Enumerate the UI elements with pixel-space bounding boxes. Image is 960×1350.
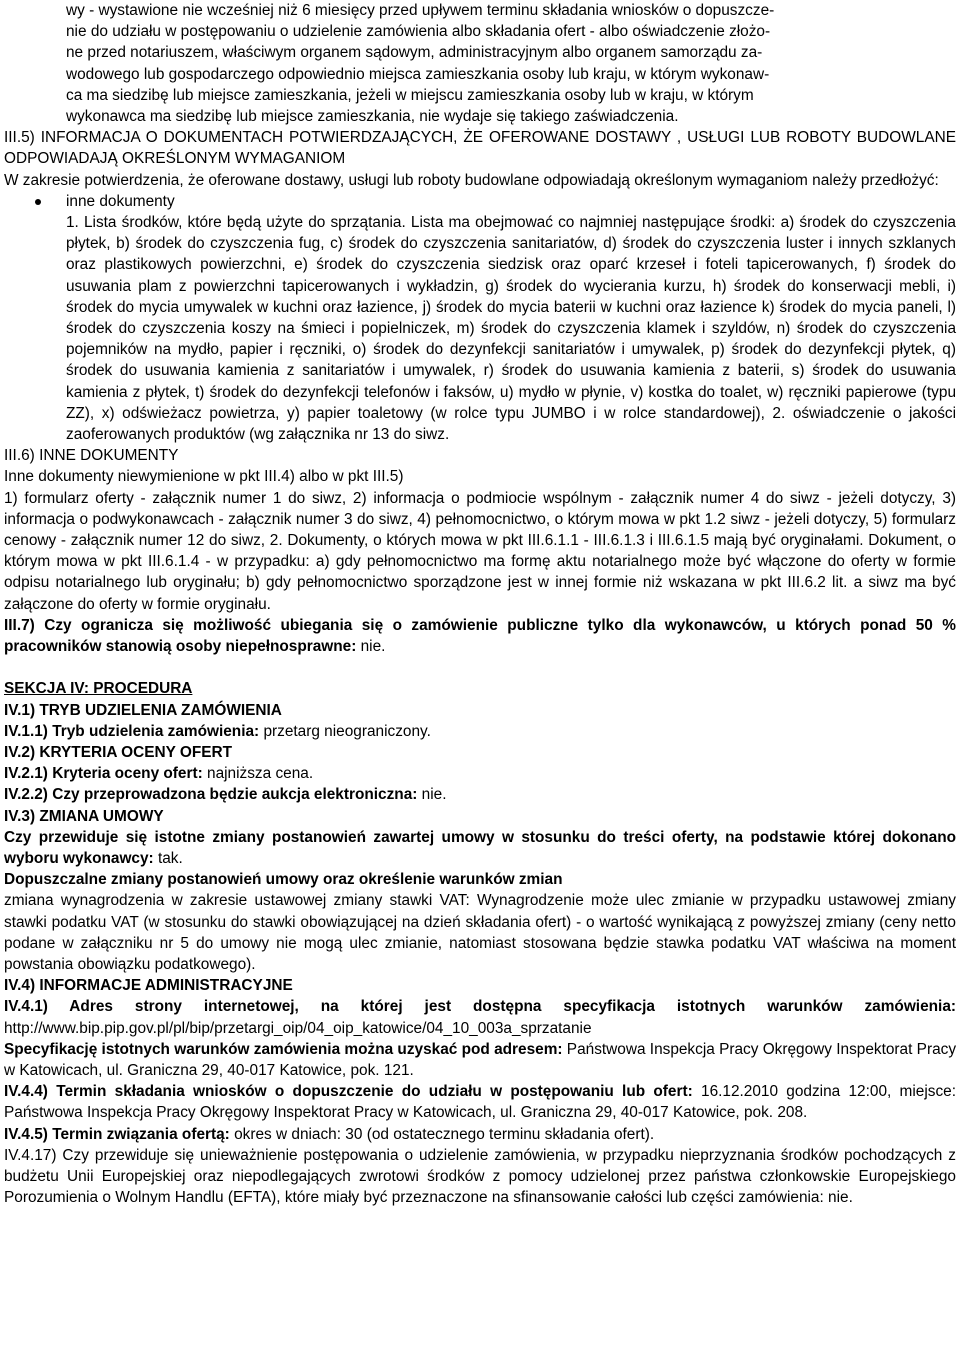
question-label: III.7) Czy ogranicza się możliwość ubiegania się o zamówienie publiczne tylko dla wykonawców, u których ponad 50 % pracowników stanowią osoby niepełnosprawne: xyxy=(4,616,956,656)
text-line: wykonawca ma siedzibę lub miejsce zamieszkania, nie wydaje się takiego zaświadczenia. xyxy=(66,108,679,126)
field-iv-1-1 xyxy=(4,721,956,742)
question-iii-7 xyxy=(4,615,956,657)
field-iv-4-4 xyxy=(4,1081,956,1123)
text-line: wy - wystawione nie wcześniej niż 6 miesięcy przed upływem terminu składania wniosków o dopuszcze- xyxy=(66,2,775,19)
field-label: IV.2.2) Czy przeprowadzona będzie aukcja elektroniczna: xyxy=(4,786,418,804)
bullet-text: inne dokumenty xyxy=(66,192,175,210)
field-label: IV.4.5) Termin związania ofertą: xyxy=(4,1125,230,1143)
field-iv-2-1 xyxy=(4,763,956,784)
text-line: ne przed notariuszem, właściwym organem sądowym, administracyjnym albo organem samorządu za- xyxy=(66,44,763,62)
field-value: Państwowa Inspekcja Pracy Okręgowy Inspektorat Pracy w Katowicach, ul. Graniczna 29, 40-017 Katowice, pok. 121. xyxy=(4,1040,957,1079)
text-line: wodowego lub gospodarczego odpowiednio miejsca zamieszkania osoby lub kraju, w którym wykonaw- xyxy=(66,65,770,83)
cleaning-agents-list: 1. Lista środków, które będą użyte do sprzątania. Lista ma obejmować co najmniej następujące środki: a) środek do czyszczenia płytek, b) środek do czyszczenia fug, c) środek do czyszczenia sanitariatów, d) środek do czyszczenia luster i innych szklanych oraz plastikowych powierzchni, e) środek do czyszczenia siedzisk oraz oparć krzeseł i foteli tapicerowanych, f) środek do usuwania plam z powierzchni tapicerowanych i wykładzin, g) środek do wycierania kurzu, h) środek do konserwacji mebli, i) środek do mycia umywalek w kuchni oraz łazience, j) środek do mycia baterii w kuchni oraz łazience k) środek do mycia paneli, l) środek do czyszczenia koszy na śmieci i popielniczek, m) środek do czyszczenia klamek i szyldów, n) środek do czyszczenia pojemników na mydło, papier i ręczniki, o) środek do dezynfekcji sanitariatów i umywalek, p) środek do dezynfekcji płytek, q) środek do usuwania kamienia z sanitariatów i umywalek, r) środek do usuwania kamienia z baterii, s) środek do usuwania kamienia z płytek, t) środek do dezynfekcji telefonów i faksów, u) mydło w płynie, v) kostka do toalet, w) ręczniki papierowe (typu ZZ), x) odświeżacz powietrza, y) papier toaletowy (w rolce typu JUMBO i w rolce standardowej), 2. oświadczenie o jakości zaoferowanych produktów (wg załącznika nr 13 do siwz. xyxy=(66,214,956,444)
paragraph-iv-4-17: IV.4.17) Czy przewiduje się unieważnienie postępowania o udzielenie zamówienia, w przypadku nieprzyznania środków pochodzących z budżetu Unii Europejskiej oraz niepodlegających zwrotowi środków z pomocy udzielonej przez państwa członkowskie Europejskiego Porozumienia o Wolnym Handlu (EFTA), które miały być przeznaczone na sfinansowanie całości lub części zamówienia: nie. xyxy=(4,1146,956,1207)
field-label: IV.4.1) Adres strony internetowej, na której jest dostępna specyfikacja istotnych warunków zamówienia: xyxy=(4,998,956,1016)
field-value: przetarg nieograniczony. xyxy=(259,722,431,740)
heading-iv-1: IV.1) TRYB UDZIELENIA ZAMÓWIENIA xyxy=(4,701,282,719)
field-iv-3-question xyxy=(4,827,956,869)
field-specification-address xyxy=(4,1039,956,1081)
continuation-paragraph xyxy=(4,0,956,127)
text-line: nie do udziału w postępowaniu o udzielenie zamówienia albo składania ofert - albo oświadczenie złożo- xyxy=(66,23,771,41)
field-value: 16.12.2010 godzina 12:00, miejsce: Państwowa Inspekcja Pracy Okręgowy Inspektorat Pracy w Katowicach, ul. Graniczna 29, 40-017 Katowice, pok. 208. xyxy=(4,1083,956,1122)
paragraph-allowed-changes: zmiana wynagrodzenia w zakresie ustawowej zmiany stawki VAT: Wynagrodzenie może ulec zmianie w przypadku ustawowej zmiany stawki podatku VAT (w stosunku do stawki obowiązującej na dzień składania ofert) - o wartość wynikającą z powyższej zmiany (ceny netto podane w załączniku nr 5 do umowy nie mogą ulec zmianie, natomiast stosowana będzie stawka podatku VAT właściwa na moment powstania obowiązku podatkowego). xyxy=(4,892,956,973)
paragraph-intro: W zakresie potwierdzenia, że oferowane dostawy, usługi lub roboty budowlane odpowiadają określonym wymaganiom należy przedłożyć: xyxy=(4,171,939,189)
paragraph-other-docs-intro: Inne dokumenty niewymienione w pkt III.4) albo w pkt III.5) xyxy=(4,468,404,486)
section-heading-iii-6: III.6) INNE DOKUMENTY xyxy=(4,447,179,465)
field-value: nie. xyxy=(417,786,447,804)
field-label: Specyfikację istotnych warunków zamówienia można uzyskać pod adresem: xyxy=(4,1040,563,1058)
question-answer: nie. xyxy=(356,638,386,656)
bullet-icon xyxy=(4,191,66,212)
field-label: IV.2.1) Kryteria oceny ofert: xyxy=(4,765,203,783)
field-label: Czy przewiduje się istotne zmiany postanowień zawartej umowy w stosunku do treści oferty, na podstawie której dokonano wyboru wykonawcy: xyxy=(4,828,956,867)
heading-iv-3: IV.3) ZMIANA UMOWY xyxy=(4,807,164,825)
heading-iv-2: IV.2) KRYTERIA OCENY OFERT xyxy=(4,743,233,761)
spacer xyxy=(4,657,956,678)
field-value: tak. xyxy=(153,849,183,867)
section-title-iv: SEKCJA IV: PROCEDURA xyxy=(4,680,193,698)
heading-iv-4: IV.4) INFORMACJE ADMINISTRACYJNE xyxy=(4,977,293,995)
field-label: IV.4.4) Termin składania wniosków o dopuszczenie do udziału w postępowaniu lub ofert: xyxy=(4,1083,693,1101)
field-iv-4-1 xyxy=(4,996,956,1038)
paragraph-other-docs: 1) formularz oferty - załącznik numer 1 do siwz, 2) informacja o podmiocie wspólnym - załącznik numer 4 do siwz - jeżeli dotyczy, 3) informacja o podwykonawcach - załącznik numer 3 do siwz, 4) pełnomocnictwo, o którym mowa w pkt 1.2 siwz - jeżeli dotyczy, 5) formularz cenowy - załącznik numer 12 do siwz, 2. Dokumenty, o których mowa w pkt III.6.1.1 - III.6.1.3 i III.6.1.5 mają być oryginałami. Dokument, o którym mowa w pkt III.6.1.4 - w przypadku: a) gdy pełnomocnictwo ma formę aktu notarialnego może być włączone do oferty w formie odpisu notarialnego lub oryginału; b) gdy pełnomocnictwo sporządzone jest w innej formie niż wskazana w pkt III.6.2 lit. a siwz ma być załączone do oferty w formie oryginału. xyxy=(4,489,956,613)
field-value: najniższa cena. xyxy=(202,765,314,783)
text-line: ca ma siedzibę lub miejsce zamieszkania, jeżeli w miejscu zamieszkania osoby lub w kraju, w którym xyxy=(66,86,754,104)
heading-allowed-changes: Dopuszczalne zmiany postanowień umowy oraz określenie warunków zmian xyxy=(4,871,563,889)
field-iv-2-2 xyxy=(4,784,956,805)
field-value-url: http://www.bip.pip.gov.pl/pl/bip/przetargi_oip/04_oip_katowice/04_10_003a_sprzatanie xyxy=(4,1019,592,1037)
field-label: IV.1.1) Tryb udzielenia zamówienia: xyxy=(4,722,260,740)
section-heading-iii-5: III.5) INFORMACJA O DOKUMENTACH POTWIERDZAJĄCYCH, ŻE OFEROWANE DOSTAWY , USŁUGI LUB ROBOTY BUDOWLANE ODPOWIADAJĄ OKREŚLONYM WYMAGANIOM xyxy=(4,129,956,168)
bullet-item xyxy=(4,191,956,212)
field-iv-4-5 xyxy=(4,1124,956,1145)
field-value: okres w dniach: 30 (od ostatecznego terminu składania ofert). xyxy=(229,1125,655,1143)
